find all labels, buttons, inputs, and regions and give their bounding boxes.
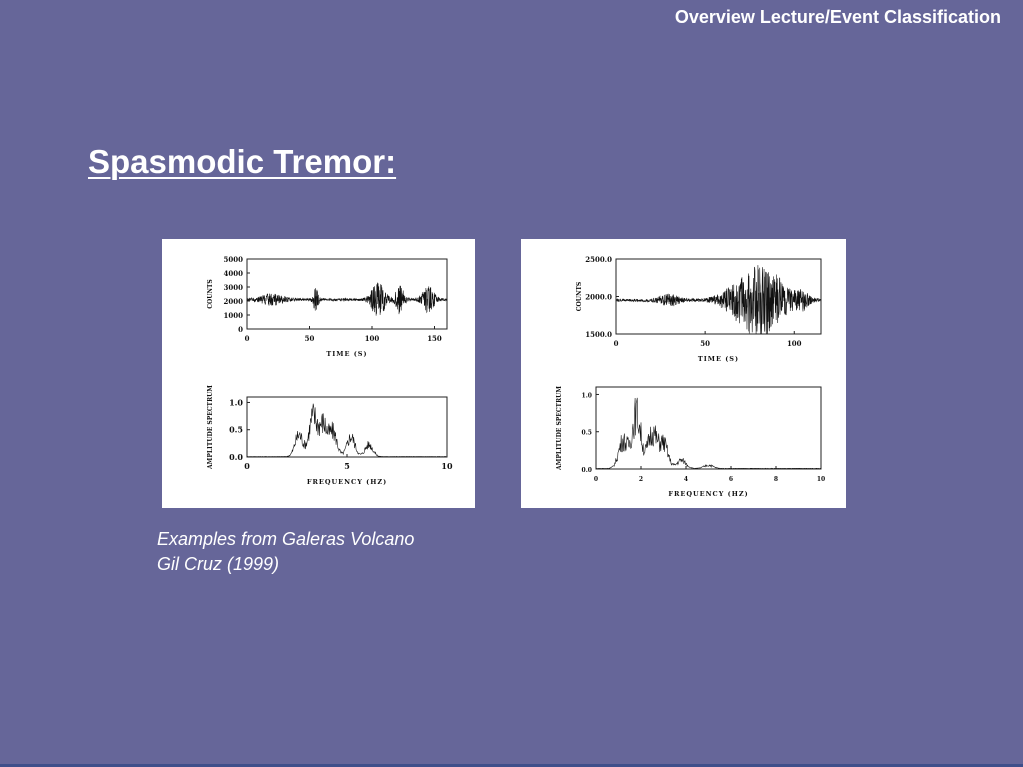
y-tick-label: 2500.0 xyxy=(585,255,612,264)
x-tick-label: 4 xyxy=(683,476,689,483)
x-tick-label: 0 xyxy=(593,476,599,483)
x-axis-label: TIME (S) xyxy=(697,355,740,363)
y-axis-label: COUNTS xyxy=(207,279,214,309)
x-tick-label: 2 xyxy=(638,476,644,483)
x-axis-label: FREQUENCY (HZ) xyxy=(306,478,388,486)
y-axis-label: AMPLITUDE SPECTRUM xyxy=(556,386,563,470)
x-tick-label: 150 xyxy=(427,334,442,343)
y-tick-label: 5000 xyxy=(223,255,243,264)
figure-right xyxy=(521,239,846,508)
header-title: Overview Lecture/Event Classification xyxy=(674,7,1001,27)
x-axis-label: TIME (S) xyxy=(326,350,368,358)
caption-line-2: Gil Cruz (1999) xyxy=(157,554,280,574)
y-tick-label: 0 xyxy=(238,325,243,334)
chart-right-bottom xyxy=(556,386,825,498)
x-tick-label: 50 xyxy=(304,334,315,343)
trace-line xyxy=(247,404,447,457)
x-tick-label: 100 xyxy=(786,339,802,348)
x-tick-label: 0 xyxy=(244,334,250,343)
figure-left xyxy=(162,239,475,508)
trace-line xyxy=(616,265,821,334)
y-tick-label: 0.5 xyxy=(581,429,592,437)
caption xyxy=(157,527,414,577)
y-tick-label: 4000 xyxy=(223,269,243,278)
y-axis-label: COUNTS xyxy=(576,281,583,312)
chart-left-top xyxy=(207,255,447,358)
y-tick-label: 1.0 xyxy=(229,397,243,408)
x-tick-label: 5 xyxy=(344,461,350,471)
figure-right-chart xyxy=(521,239,846,508)
slide-title: Spasmodic Tremor: xyxy=(88,143,397,180)
caption-line-1: Examples from Galeras Volcano xyxy=(157,529,415,549)
x-tick-label: 10 xyxy=(441,461,453,471)
y-tick-label: 1500.0 xyxy=(585,330,612,339)
y-tick-label: 1000 xyxy=(223,311,243,320)
figure-left-chart xyxy=(162,239,475,508)
x-tick-label: 100 xyxy=(364,334,380,343)
trace-line xyxy=(596,398,821,469)
y-tick-label: 0.0 xyxy=(229,452,243,462)
x-axis-label: FREQUENCY (HZ) xyxy=(668,490,749,498)
y-tick-label: 3000 xyxy=(223,283,243,292)
x-tick-label: 10 xyxy=(816,476,826,483)
x-tick-label: 0 xyxy=(244,461,250,471)
chart-left-bottom xyxy=(207,385,453,486)
y-tick-label: 1.0 xyxy=(581,392,592,400)
y-tick-label: 2000 xyxy=(223,297,243,306)
y-axis-label: AMPLITUDE SPECTRUM xyxy=(207,385,214,469)
y-tick-label: 0.5 xyxy=(229,424,243,435)
x-tick-label: 8 xyxy=(773,476,779,483)
y-tick-label: 2000.0 xyxy=(585,292,612,302)
trace-line xyxy=(247,283,447,316)
x-tick-label: 0 xyxy=(613,339,619,348)
plot-frame xyxy=(596,387,821,469)
x-tick-label: 50 xyxy=(700,339,711,348)
chart-right-top xyxy=(576,255,821,363)
y-tick-label: 0.0 xyxy=(581,467,592,474)
x-tick-label: 6 xyxy=(728,476,734,483)
plot-frame xyxy=(247,397,447,457)
plot-frame xyxy=(247,259,447,329)
